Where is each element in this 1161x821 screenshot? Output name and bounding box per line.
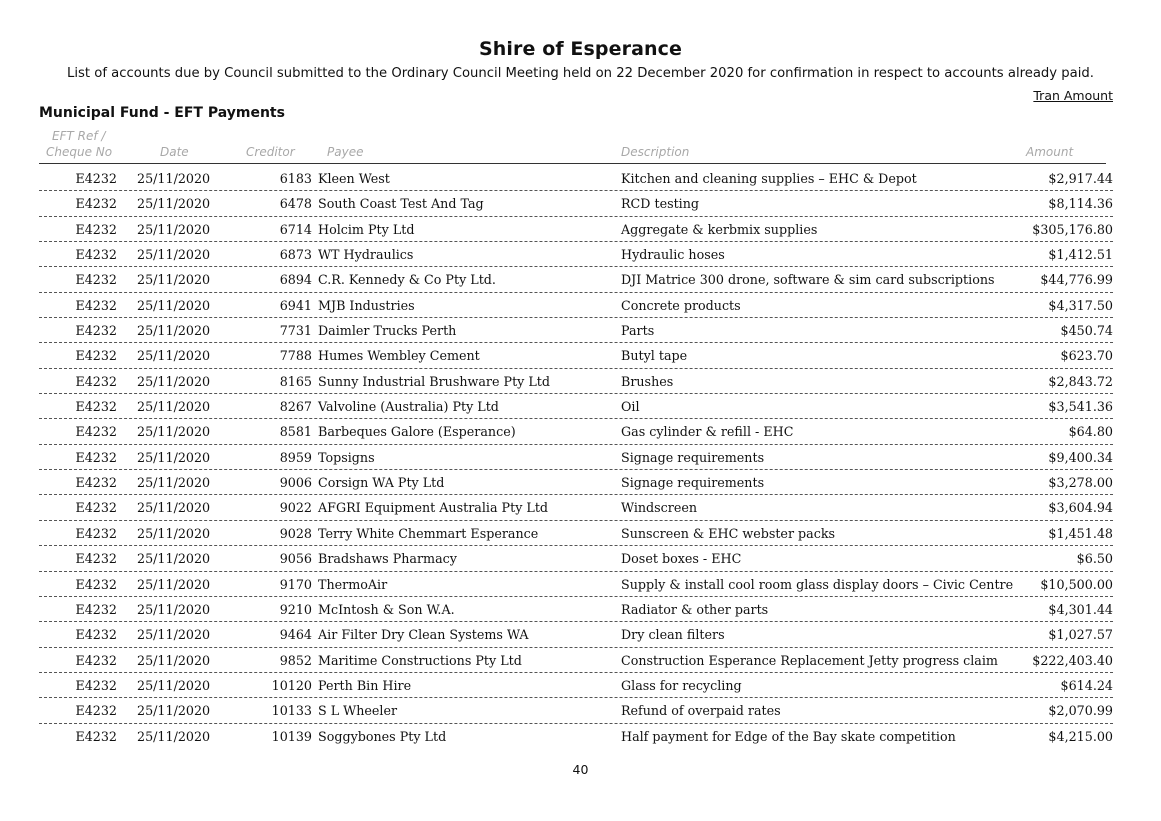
cell-description: Hydraulic hoses bbox=[621, 247, 725, 263]
cell-ref: E4232 bbox=[75, 728, 117, 744]
cell-date: 25/11/2020 bbox=[137, 171, 211, 186]
cell-payee: South Coast Test And Tag bbox=[318, 196, 484, 212]
cell-payee: Kleen West bbox=[318, 171, 390, 186]
cell-creditor: 6873 bbox=[279, 247, 312, 263]
cell-payee: AFGRI Equipment Australia Pty Ltd bbox=[318, 500, 549, 516]
cell-date: 25/11/2020 bbox=[137, 703, 211, 719]
cell-amount: $3,604.94 bbox=[1048, 500, 1113, 516]
cell-description: Sunscreen & EHC webster packs bbox=[621, 525, 836, 541]
cell-date: 25/11/2020 bbox=[137, 601, 211, 617]
tran-amount-label: Tran Amount bbox=[1033, 88, 1113, 103]
cell-amount: $3,278.00 bbox=[1048, 475, 1113, 491]
cell-description: Doset boxes - EHC bbox=[621, 551, 742, 567]
cell-date: 25/11/2020 bbox=[137, 728, 211, 744]
cell-date: 25/11/2020 bbox=[137, 373, 211, 389]
cell-date: 25/11/2020 bbox=[137, 196, 211, 212]
cell-description: Construction Esperance Replacement Jetty progress claim bbox=[621, 652, 998, 668]
cell-description: Brushes bbox=[621, 373, 674, 389]
cell-amount: $10,500.00 bbox=[1040, 576, 1113, 592]
cell-amount: $4,301.44 bbox=[1048, 601, 1113, 617]
cell-ref: E4232 bbox=[75, 627, 117, 643]
cell-amount: $8,114.36 bbox=[1048, 196, 1113, 212]
cell-description: Refund of overpaid rates bbox=[621, 703, 781, 719]
table-row bbox=[39, 470, 1113, 495]
cell-description: Aggregate & kerbmix supplies bbox=[621, 221, 818, 237]
cell-date: 25/11/2020 bbox=[137, 576, 211, 592]
column-header-date: Date bbox=[160, 145, 189, 159]
cell-ref: E4232 bbox=[75, 703, 117, 719]
column-header-ref-line2: Cheque No bbox=[46, 145, 113, 159]
page-number: 40 bbox=[572, 762, 589, 777]
column-header-amount: Amount bbox=[1026, 145, 1074, 159]
cell-creditor: 6478 bbox=[279, 196, 312, 212]
table-row bbox=[39, 597, 1113, 622]
cell-creditor: 6894 bbox=[279, 272, 312, 288]
cell-creditor: 9170 bbox=[279, 576, 312, 592]
table-row bbox=[39, 343, 1113, 368]
cell-amount: $614.24 bbox=[1060, 677, 1113, 693]
cell-amount: $1,451.48 bbox=[1048, 525, 1113, 541]
cell-ref: E4232 bbox=[75, 297, 117, 313]
cell-creditor: 8581 bbox=[279, 424, 312, 440]
cell-creditor: 9464 bbox=[279, 627, 312, 643]
cell-payee: Sunny Industrial Brushware Pty Ltd bbox=[318, 373, 551, 389]
cell-description: Gas cylinder & refill - EHC bbox=[621, 424, 794, 440]
cell-ref: E4232 bbox=[75, 272, 117, 288]
cell-amount: $623.70 bbox=[1060, 348, 1113, 364]
cell-creditor: 10139 bbox=[271, 728, 312, 744]
cell-payee: Perth Bin Hire bbox=[318, 677, 412, 693]
table-row bbox=[39, 648, 1113, 673]
table-row bbox=[39, 293, 1113, 318]
cell-ref: E4232 bbox=[75, 247, 117, 263]
cell-payee: Maritime Constructions Pty Ltd bbox=[318, 652, 522, 668]
cell-payee: MJB Industries bbox=[318, 297, 415, 313]
table-row bbox=[39, 673, 1113, 698]
cell-ref: E4232 bbox=[75, 475, 117, 491]
cell-amount: $222,403.40 bbox=[1032, 652, 1113, 668]
cell-creditor: 9210 bbox=[279, 601, 312, 617]
cell-ref: E4232 bbox=[75, 551, 117, 567]
cell-ref: E4232 bbox=[75, 525, 117, 541]
cell-date: 25/11/2020 bbox=[137, 652, 211, 668]
column-header-payee: Payee bbox=[327, 145, 364, 159]
cell-ref: E4232 bbox=[75, 399, 117, 415]
cell-description: Supply & install cool room glass display doors – Civic Centre bbox=[621, 576, 1014, 592]
cell-payee: Corsign WA Pty Ltd bbox=[318, 475, 445, 491]
cell-payee: Holcim Pty Ltd bbox=[318, 221, 415, 237]
cell-description: Parts bbox=[621, 323, 655, 339]
cell-date: 25/11/2020 bbox=[137, 525, 211, 541]
cell-description: Butyl tape bbox=[621, 348, 688, 364]
cell-ref: E4232 bbox=[75, 601, 117, 617]
table-row bbox=[39, 445, 1113, 470]
cell-date: 25/11/2020 bbox=[137, 399, 211, 415]
cell-creditor: 7731 bbox=[279, 323, 312, 339]
cell-creditor: 6714 bbox=[279, 221, 312, 237]
cell-ref: E4232 bbox=[75, 196, 117, 212]
cell-description: Oil bbox=[621, 399, 640, 415]
column-header-creditor: Creditor bbox=[246, 145, 295, 159]
cell-payee: Humes Wembley Cement bbox=[318, 348, 480, 364]
table-row bbox=[39, 724, 1113, 749]
table-row bbox=[39, 521, 1113, 546]
cell-ref: E4232 bbox=[75, 323, 117, 339]
cell-payee: S L Wheeler bbox=[318, 703, 398, 719]
cell-description: Concrete products bbox=[621, 297, 741, 313]
document-title: Shire of Esperance bbox=[479, 38, 682, 60]
cell-creditor: 10120 bbox=[271, 677, 312, 693]
cell-date: 25/11/2020 bbox=[137, 677, 211, 693]
cell-ref: E4232 bbox=[75, 500, 117, 516]
table-row bbox=[39, 318, 1113, 343]
cell-ref: E4232 bbox=[75, 576, 117, 592]
cell-ref: E4232 bbox=[75, 171, 117, 186]
cell-amount: $6.50 bbox=[1076, 551, 1113, 567]
payments-table bbox=[39, 166, 1113, 749]
cell-description: RCD testing bbox=[621, 196, 700, 212]
cell-payee: Soggybones Pty Ltd bbox=[318, 728, 447, 744]
cell-ref: E4232 bbox=[75, 424, 117, 440]
header-rule bbox=[39, 163, 1106, 164]
cell-description: Kitchen and cleaning supplies – EHC & Depot bbox=[621, 171, 917, 186]
cell-amount: $9,400.34 bbox=[1048, 449, 1113, 465]
cell-description: Signage requirements bbox=[621, 475, 765, 491]
cell-payee: Terry White Chemmart Esperance bbox=[318, 525, 539, 541]
cell-payee: McIntosh & Son W.A. bbox=[318, 601, 455, 617]
table-row bbox=[39, 495, 1113, 520]
document-subtitle: List of accounts due by Council submitted to the Ordinary Council Meeting held on 22 December 2020 for confirmation in respect to accounts already paid. bbox=[67, 66, 1094, 81]
cell-amount: $2,917.44 bbox=[1048, 171, 1113, 186]
cell-amount: $44,776.99 bbox=[1040, 272, 1113, 288]
table-row bbox=[39, 698, 1113, 723]
cell-creditor: 6183 bbox=[279, 171, 312, 186]
cell-payee: Air Filter Dry Clean Systems WA bbox=[318, 627, 529, 643]
cell-creditor: 9006 bbox=[279, 475, 312, 491]
cell-payee: Daimler Trucks Perth bbox=[318, 323, 457, 339]
cell-date: 25/11/2020 bbox=[137, 500, 211, 516]
cell-amount: $305,176.80 bbox=[1032, 221, 1113, 237]
cell-creditor: 6941 bbox=[279, 297, 312, 313]
cell-payee: Barbeques Galore (Esperance) bbox=[318, 424, 516, 440]
cell-date: 25/11/2020 bbox=[137, 272, 211, 288]
table-row bbox=[39, 242, 1113, 267]
cell-amount: $1,027.57 bbox=[1048, 627, 1113, 643]
table-row bbox=[39, 572, 1113, 597]
cell-amount: $64.80 bbox=[1068, 424, 1113, 440]
cell-creditor: 9028 bbox=[279, 525, 312, 541]
cell-creditor: 9022 bbox=[279, 500, 312, 516]
cell-description: Dry clean filters bbox=[621, 627, 725, 643]
cell-creditor: 7788 bbox=[279, 348, 312, 364]
cell-date: 25/11/2020 bbox=[137, 475, 211, 491]
cell-ref: E4232 bbox=[75, 373, 117, 389]
cell-payee: C.R. Kennedy & Co Pty Ltd. bbox=[318, 272, 496, 288]
cell-payee: WT Hydraulics bbox=[318, 247, 414, 263]
cell-ref: E4232 bbox=[75, 221, 117, 237]
cell-amount: $4,317.50 bbox=[1048, 297, 1113, 313]
cell-ref: E4232 bbox=[75, 677, 117, 693]
cell-creditor: 8165 bbox=[279, 373, 312, 389]
cell-payee: Bradshaws Pharmacy bbox=[318, 551, 457, 567]
cell-description: Radiator & other parts bbox=[621, 601, 769, 617]
cell-date: 25/11/2020 bbox=[137, 627, 211, 643]
cell-ref: E4232 bbox=[75, 348, 117, 364]
cell-amount: $450.74 bbox=[1060, 323, 1113, 339]
cell-creditor: 8267 bbox=[279, 399, 312, 415]
cell-date: 25/11/2020 bbox=[137, 297, 211, 313]
table-row bbox=[39, 217, 1113, 242]
cell-payee: Valvoline (Australia) Pty Ltd bbox=[318, 399, 499, 415]
cell-creditor: 9056 bbox=[279, 551, 312, 567]
cell-amount: $2,070.99 bbox=[1048, 703, 1113, 719]
cell-amount: $2,843.72 bbox=[1048, 373, 1113, 389]
cell-amount: $1,412.51 bbox=[1048, 247, 1113, 263]
cell-date: 25/11/2020 bbox=[137, 247, 211, 263]
cell-date: 25/11/2020 bbox=[137, 323, 211, 339]
cell-ref: E4232 bbox=[75, 449, 117, 465]
column-header-ref-line1: EFT Ref / bbox=[52, 129, 106, 143]
table-row bbox=[39, 546, 1113, 571]
cell-amount: $3,541.36 bbox=[1048, 399, 1113, 415]
cell-amount: $4,215.00 bbox=[1048, 728, 1113, 744]
cell-date: 25/11/2020 bbox=[137, 348, 211, 364]
cell-ref: E4232 bbox=[75, 652, 117, 668]
section-heading: Municipal Fund - EFT Payments bbox=[39, 105, 285, 121]
cell-date: 25/11/2020 bbox=[137, 551, 211, 567]
cell-payee: ThermoAir bbox=[318, 576, 388, 592]
table-row bbox=[39, 394, 1113, 419]
table-row bbox=[39, 191, 1113, 216]
cell-creditor: 8959 bbox=[279, 449, 312, 465]
table-row bbox=[39, 267, 1113, 292]
table-row bbox=[39, 369, 1113, 394]
column-header-description: Description bbox=[621, 145, 690, 159]
table-row bbox=[39, 622, 1113, 647]
cell-date: 25/11/2020 bbox=[137, 221, 211, 237]
table-row bbox=[39, 419, 1113, 444]
cell-payee: Topsigns bbox=[318, 449, 375, 465]
table-row bbox=[39, 166, 1113, 191]
cell-description: Half payment for Edge of the Bay skate competition bbox=[621, 728, 956, 744]
cell-description: Signage requirements bbox=[621, 449, 765, 465]
cell-description: DJI Matrice 300 drone, software & sim card subscriptions bbox=[621, 272, 995, 288]
cell-date: 25/11/2020 bbox=[137, 424, 211, 440]
cell-creditor: 9852 bbox=[279, 652, 312, 668]
cell-description: Windscreen bbox=[621, 500, 698, 516]
cell-date: 25/11/2020 bbox=[137, 449, 211, 465]
cell-creditor: 10133 bbox=[271, 703, 312, 719]
cell-description: Glass for recycling bbox=[621, 677, 742, 693]
